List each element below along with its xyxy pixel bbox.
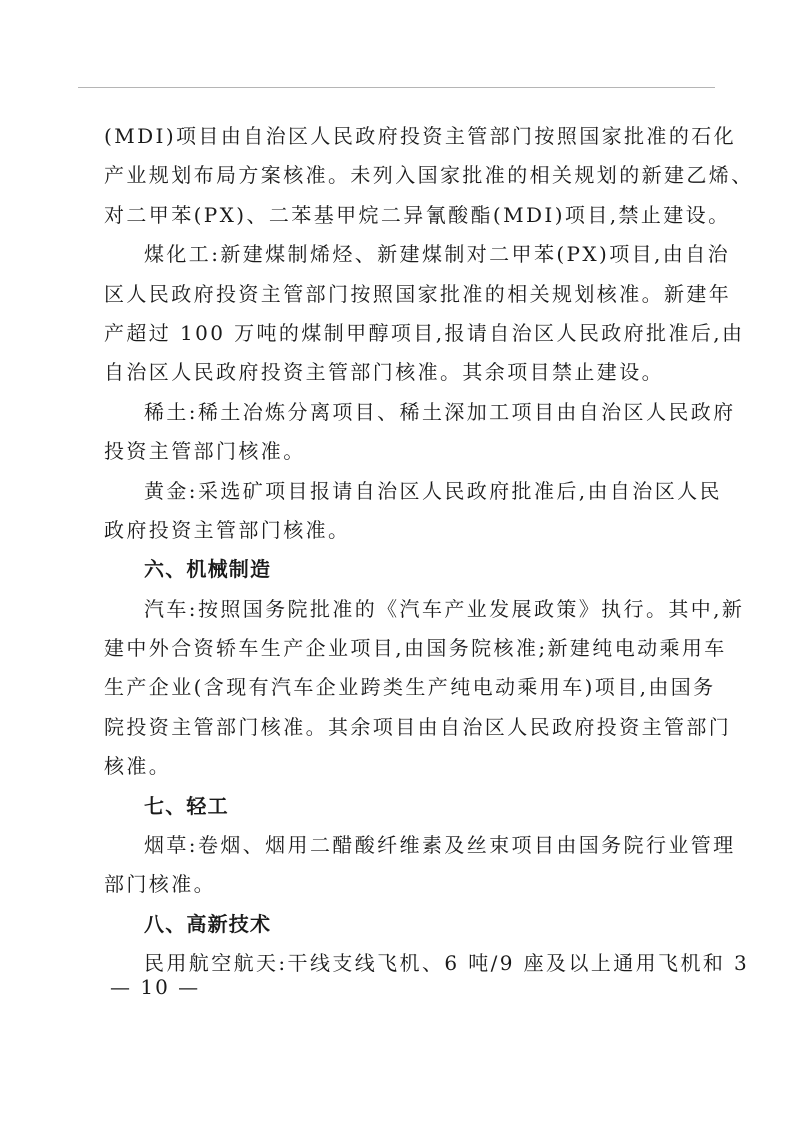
paragraph-line: 区人民政府投资主管部门按照国家批准的相关规划核准。新建年: [104, 281, 732, 306]
header-rule: [78, 87, 715, 88]
paragraph-line: (MDI)项目由自治区人民政府投资主管部门按照国家批准的石化: [104, 124, 737, 148]
paragraph-line: 投资主管部门核准。: [104, 439, 306, 464]
paragraph-line: 生产企业(含现有汽车企业跨类生产纯电动乘用车)项目,由国务: [104, 675, 716, 700]
section-heading: 八、高新技术: [144, 911, 272, 936]
paragraph-line: 自治区人民政府投资主管部门核准。其余项目禁止建设。: [104, 360, 664, 385]
paragraph-line: 产业规划布局方案核准。未列入国家批准的相关规划的新建乙烯、: [104, 163, 754, 188]
paragraph-line: 对二甲苯(PX)、二苯基甲烷二异氰酸酯(MDI)项目,禁止建设。: [104, 202, 731, 227]
paragraph-line: 建中外合资轿车生产企业项目,由国务院核准;新建纯电动乘用车: [104, 636, 727, 661]
paragraph-line: 核准。: [104, 754, 172, 779]
page-number: — 10 —: [110, 975, 201, 999]
paragraph-line: 烟草:卷烟、烟用二醋酸纤维素及丝束项目由国务院行业管理: [144, 833, 736, 858]
paragraph-line: 政府投资主管部门核准。: [104, 517, 351, 542]
paragraph-line: 煤化工:新建煤制烯烃、新建煤制对二甲苯(PX)项目,由自治: [144, 242, 730, 267]
section-heading: 六、机械制造: [144, 557, 272, 582]
section-heading: 七、轻工: [144, 793, 229, 818]
paragraph-line: 黄金:采选矿项目报请自治区人民政府批准后,由自治区人民: [144, 478, 722, 503]
paragraph-line: 院投资主管部门核准。其余项目由自治区人民政府投资主管部门: [104, 714, 732, 739]
paragraph-line: 民用航空航天:干线支线飞机、6 吨/9 座及以上通用飞机和 3: [144, 951, 750, 976]
document-body: [104, 117, 754, 984]
paragraph-line: 汽车:按照国务院批准的《汽车产业发展政策》执行。其中,新: [144, 596, 745, 621]
paragraph-line: 稀土:稀土冶炼分离项目、稀土深加工项目由自治区人民政府: [144, 399, 736, 424]
paragraph-line: 部门核准。: [104, 872, 216, 897]
paragraph-line: 产超过 100 万吨的煤制甲醇项目,报请自治区人民政府批准后,由: [104, 320, 745, 345]
